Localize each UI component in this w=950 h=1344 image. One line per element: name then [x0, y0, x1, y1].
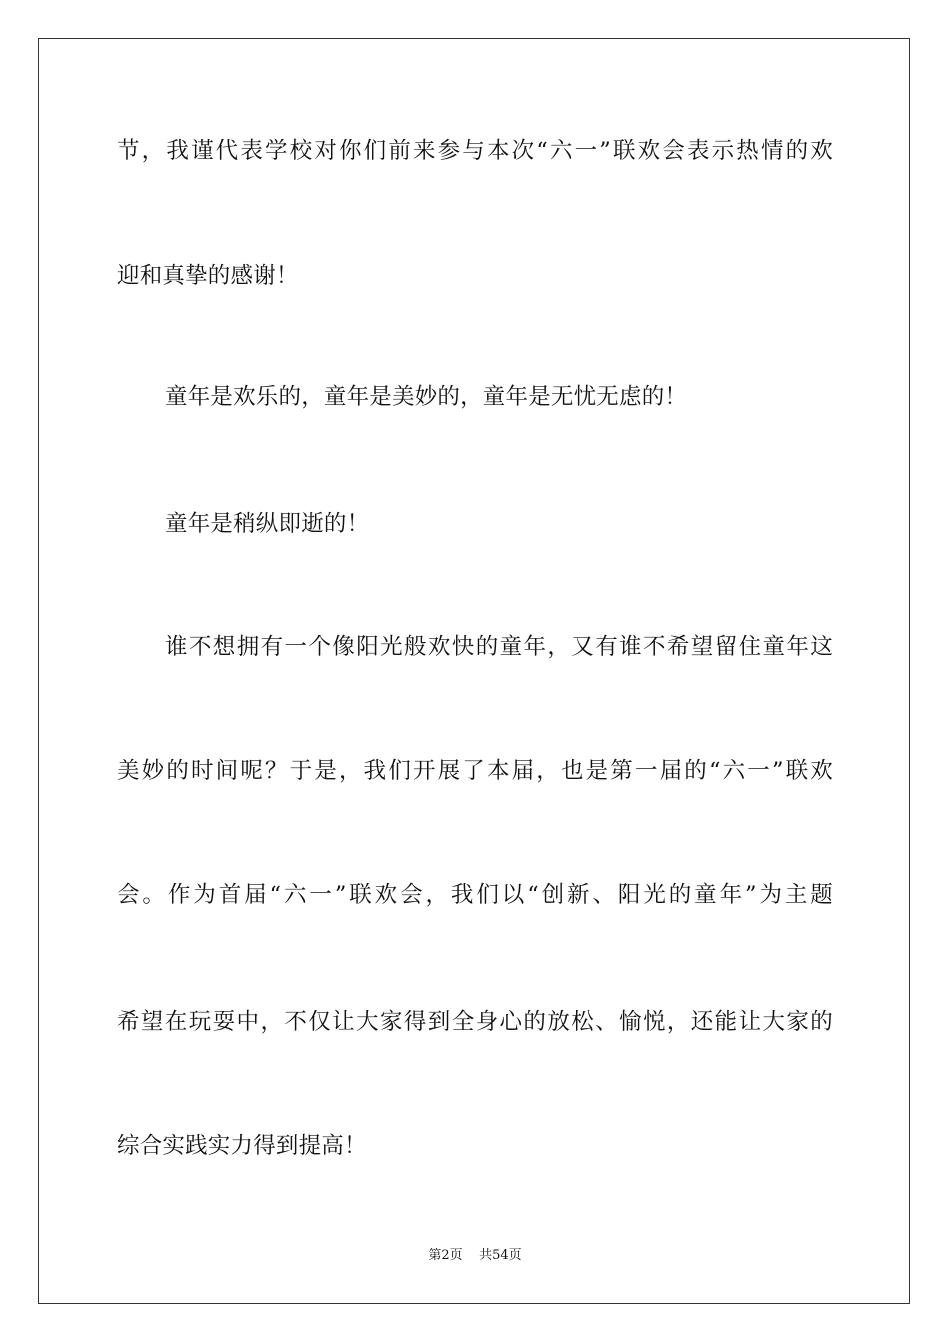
- paragraph-line-9: 综合实践实力得到提高！: [117, 1133, 367, 1159]
- page-border: [38, 38, 910, 1304]
- paragraph-line-3: 童年是欢乐的，童年是美妙的，童年是无忧无虑的！: [165, 384, 688, 410]
- paragraph-line-2: 迎和真挚的感谢！: [117, 263, 299, 289]
- paragraph-line-8: 希望在玩耍中，不仅让大家得到全身心的放松、愉悦，还能让大家的: [117, 1009, 833, 1035]
- page-number-footer: 第2页 共54页: [428, 1248, 522, 1263]
- paragraph-line-5: 谁不想拥有一个像阳光般欢快的童年，又有谁不希望留住童年这: [165, 634, 833, 660]
- paragraph-line-1: 节，我谨代表学校对你们前来参与本次“六一”联欢会表示热情的欢: [117, 138, 833, 164]
- paragraph-line-4: 童年是稍纵即逝的！: [165, 511, 370, 537]
- paragraph-line-7: 会。作为首届“六一”联欢会，我们以“创新、阳光的童年”为主题: [117, 882, 833, 908]
- paragraph-line-6: 美妙的时间呢？于是，我们开展了本届，也是第一届的“六一”联欢: [117, 758, 833, 784]
